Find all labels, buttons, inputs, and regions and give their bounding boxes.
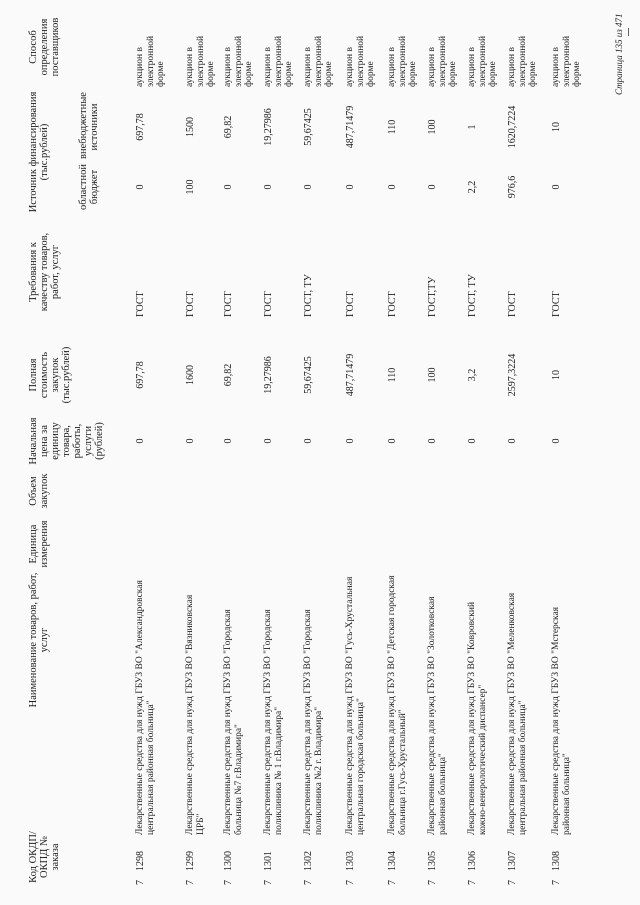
cell-num: 1307 — [507, 851, 518, 871]
cell-price: 0 — [303, 438, 314, 444]
cell-nonbudget: 487,71479 — [345, 105, 356, 149]
cell-name: Лекарственные средства для нужд ГБУЗ ВО "Детская городская больница г.Гусь-Хрустальный" — [387, 575, 408, 835]
cell-price: 0 — [223, 438, 234, 444]
cell-code: 7 — [427, 880, 438, 885]
cell-regional: 0 — [263, 184, 274, 190]
cell-num: 1302 — [303, 851, 314, 871]
cell-total: 19,27986 — [263, 356, 274, 394]
cell-price: 0 — [507, 438, 518, 444]
cell-code: 7 — [467, 880, 478, 885]
cell-code: 7 — [185, 880, 196, 885]
cell-quality: ГОСТ — [507, 291, 518, 317]
cell-name: Лекарственные средства для нужд ГБУЗ ВО "Александровская центральная районная больница" — [135, 580, 156, 835]
cell-total: 1600 — [185, 365, 196, 385]
header-funding: Источник финансирования (тыс.рублей) — [28, 91, 50, 213]
cell-quality: ГОСТ — [185, 291, 196, 317]
cell-num: 1300 — [223, 851, 234, 871]
cell-quality: ГОСТ — [223, 291, 234, 317]
cell-total: 69,82 — [223, 363, 234, 387]
cell-nonbudget: 19,27986 — [263, 108, 274, 146]
cell-name: Лекарственные средства для нужд ГБУЗ ВО "Городская поликлиника № 1 г.Владимира" — [263, 609, 284, 835]
cell-quality: ГОСТ,ТУ — [427, 276, 438, 317]
cell-num: 1299 — [185, 851, 196, 871]
cell-nonbudget: 59,67425 — [303, 108, 314, 146]
cell-price: 0 — [551, 438, 562, 444]
cell-code: 7 — [551, 880, 562, 885]
cell-quality: ГОСТ — [345, 291, 356, 317]
cell-code: 7 — [387, 880, 398, 885]
cell-quality: ГОСТ, ТУ — [467, 274, 478, 317]
cell-code: 7 — [263, 880, 274, 885]
cell-nonbudget: 1620,7224 — [507, 105, 518, 149]
header-regional: областной бюджет — [78, 164, 100, 210]
cell-price: 0 — [135, 438, 146, 444]
cell-price: 0 — [427, 438, 438, 444]
cell-regional: 0 — [303, 184, 314, 190]
cell-method: аукцион в электронной форме — [345, 35, 376, 87]
cell-code: 7 — [135, 880, 146, 885]
cell-price: 0 — [387, 438, 398, 444]
cell-method: аукцион в электронной форме — [507, 35, 538, 87]
cell-method: аукцион в электронной форме — [427, 35, 458, 87]
cell-nonbudget: 1 — [467, 124, 478, 130]
cell-nonbudget: 100 — [427, 119, 438, 135]
cell-num: 1298 — [135, 851, 146, 871]
cell-quality: ГОСТ — [263, 291, 274, 317]
cell-num: 1303 — [345, 851, 356, 871]
cell-price: 0 — [345, 438, 356, 444]
cell-code: 7 — [303, 880, 314, 885]
cell-num: 1305 — [427, 851, 438, 871]
header-nonbudget: внебюджетные источники — [78, 92, 100, 159]
header-method: Способ определения поставщиков — [28, 17, 61, 77]
cell-code: 7 — [223, 880, 234, 885]
cell-total: 10 — [551, 370, 562, 380]
cell-method: аукцион в электронной форме — [551, 35, 582, 87]
cell-total: 100 — [427, 367, 438, 383]
cell-price: 0 — [263, 438, 274, 444]
cell-nonbudget: 697,78 — [135, 113, 146, 141]
cell-method: аукцион в электронной форме — [223, 35, 254, 87]
cell-price: 0 — [467, 438, 478, 444]
cell-code: 7 — [345, 880, 356, 885]
cell-method: аукцион в электронной форме — [185, 35, 216, 87]
cell-total: 110 — [387, 367, 398, 383]
cell-quality: ГОСТ — [387, 291, 398, 317]
cell-name: Лекарственные средства для нужд ГБУЗ ВО "Вязниковская ЦРБ" — [185, 594, 206, 835]
header-unit: Единица измерения — [28, 520, 50, 568]
cell-quality: ГОСТ — [551, 291, 562, 317]
cell-code: 7 — [507, 880, 518, 885]
header-quality: Требования к качеству товаров, работ, услуг — [28, 232, 61, 312]
cell-method: аукцион в электронной форме — [387, 35, 418, 87]
cell-price: 0 — [185, 438, 196, 444]
cell-regional: 976,6 — [507, 175, 518, 199]
header-total: Полная стоимость закупок (тыс.рублей) — [28, 346, 72, 404]
cell-num: 1306 — [467, 851, 478, 871]
header-unit-price: Начальная цена за единицу товара, работы, услуги (рублей) — [28, 417, 105, 465]
cell-regional: 0 — [223, 184, 234, 190]
cell-regional: 0 — [387, 184, 398, 190]
header-name: Наименование товаров, работ, услуг — [28, 572, 50, 708]
cell-num: 1308 — [551, 851, 562, 871]
cell-total: 2597,3224 — [507, 353, 518, 397]
cell-method: аукцион в электронной форме — [467, 35, 498, 87]
header-volume: Объем закупок — [28, 473, 50, 509]
cell-name: Лекарственные средства для нужд ГБУЗ ВО "Меленковская центральная районная больница" — [507, 592, 528, 835]
cell-name: Лекарственные средства для нужд ГБУЗ ВО "Ковровский кожно-венерологический диспансер" — [467, 601, 488, 835]
cell-nonbudget: 69,82 — [223, 115, 234, 139]
cell-name: Лекарственные средства для нужд ГБУЗ ВО "Золотковская районная больница" — [427, 596, 448, 835]
cell-method: аукцион в электронной форме — [135, 35, 166, 87]
header-code: Код ОКДП/ ОКПД № заказа — [28, 831, 61, 883]
cell-method: аукцион в электронной форме — [303, 35, 334, 87]
cell-regional: 0 — [345, 184, 356, 190]
cell-quality: ГОСТ — [135, 291, 146, 317]
edge-mark — [628, 28, 629, 36]
cell-total: 3,2 — [467, 368, 478, 382]
cell-name: Лекарственные средства для нужд ГБУЗ ВО "Городская больница №7 г.Владимира" — [223, 609, 244, 835]
page-footer: Страница 135 из 471 — [614, 13, 624, 95]
cell-regional: 0 — [551, 184, 562, 190]
cell-regional: 0 — [427, 184, 438, 190]
cell-quality: ГОСТ, ТУ — [303, 274, 314, 317]
cell-total: 697,78 — [135, 361, 146, 389]
cell-regional: 100 — [185, 179, 196, 195]
cell-nonbudget: 110 — [387, 119, 398, 135]
cell-method: аукцион в электронной форме — [263, 35, 294, 87]
cell-regional: 2,2 — [467, 180, 478, 194]
cell-total: 487,71479 — [345, 353, 356, 397]
cell-name: Лекарственные средства для нужд ГБУЗ ВО "Мстерская районная больница" — [551, 606, 572, 835]
cell-name: Лекарственные средства для нужд ГБУЗ ВО "Городская поликлиника №2 г. Владимира" — [303, 609, 324, 835]
cell-num: 1304 — [387, 851, 398, 871]
cell-regional: 0 — [135, 184, 146, 190]
cell-num: 1301 — [263, 851, 274, 871]
cell-total: 59,67425 — [303, 356, 314, 394]
cell-nonbudget: 1500 — [185, 117, 196, 137]
cell-name: Лекарственные средства для нужд ГБУЗ ВО "Гусь-Хрустальная центральная городская больница" — [345, 576, 366, 835]
cell-nonbudget: 10 — [551, 122, 562, 132]
